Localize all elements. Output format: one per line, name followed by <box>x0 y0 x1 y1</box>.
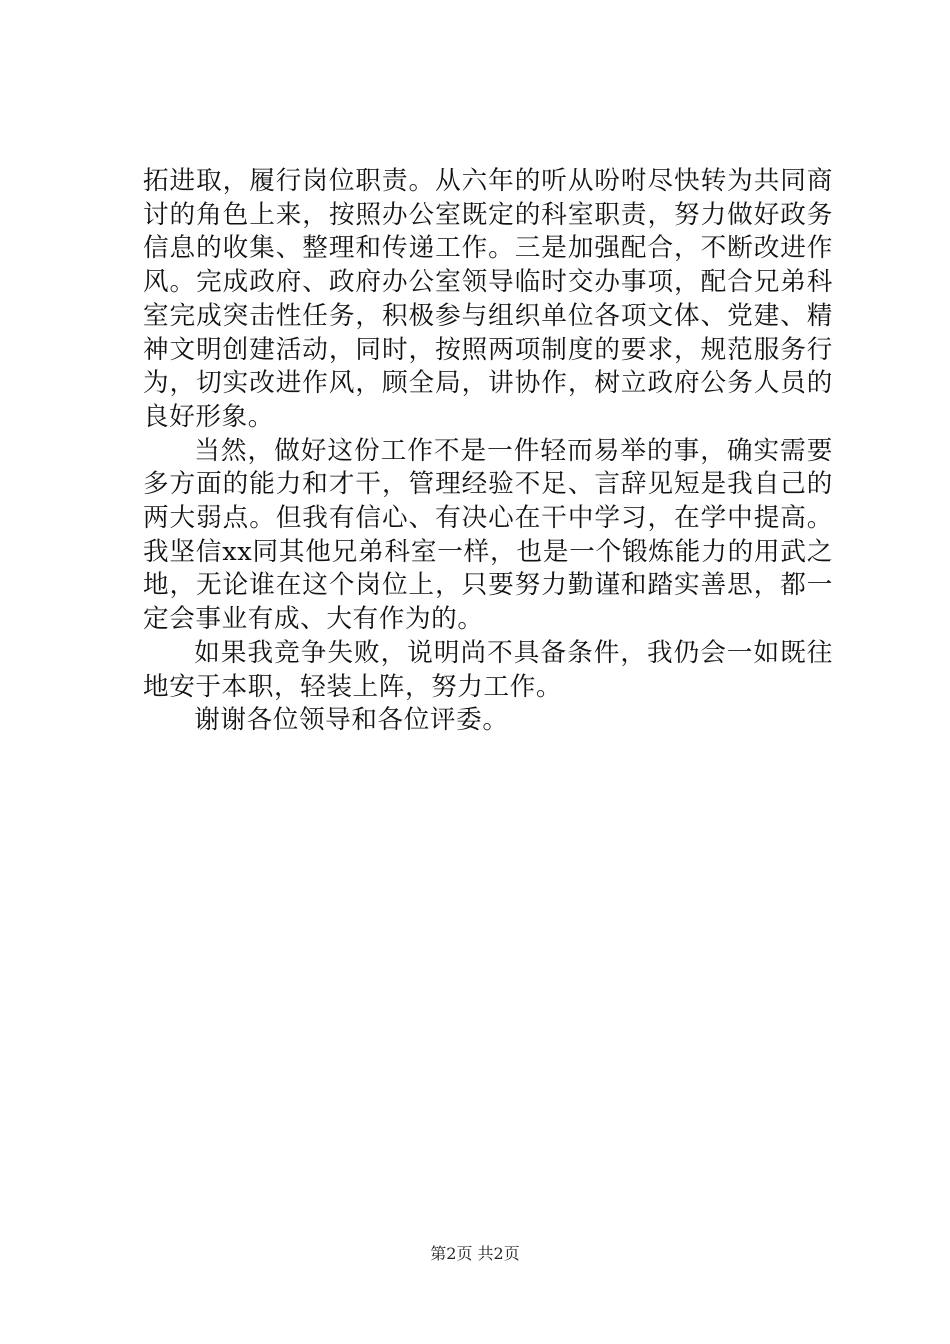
paragraph-if-fail: 如果我竞争失败，说明尚不具备条件，我仍会一如既往地安于本职，轻装上阵，努力工作。 <box>143 637 833 702</box>
paragraph-thanks: 谢谢各位领导和各位评委。 <box>194 705 509 736</box>
paragraph-weaknesses: 当然，做好这份工作不是一件轻而易举的事，确实需要多方面的能力和才干，管理经验不足、言辞见短是我自己的两大弱点。但我有信心、有决心在干中学习，在学中提高。我坚信xx同其他兄弟科室一样，也是一个锻炼能力的用武之地，无论谁在这个岗位上，只要努力勤谨和踏实善思，都一定会事业有成、大有作为的。 <box>143 435 833 635</box>
page-number-footer: 第2页 共2页 <box>430 1244 520 1263</box>
paragraph-continued: 拓进取，履行岗位职责。从六年的听从吩咐尽快转为共同商讨的角色上来，按照办公室既定的科室职责，努力做好政务信息的收集、整理和传递工作。三是加强配合，不断改进作风。完成政府、政府办公室领导临时交办事项，配合兄弟科室完成突击性任务，积极参与组织单位各项文体、党建、精神文明创建活动，同时，按照两项制度的要求，规范服务行为，切实改进作风，顾全局，讲协作，树立政府公务人员的良好形象。 <box>143 166 833 432</box>
document-body <box>143 165 833 738</box>
